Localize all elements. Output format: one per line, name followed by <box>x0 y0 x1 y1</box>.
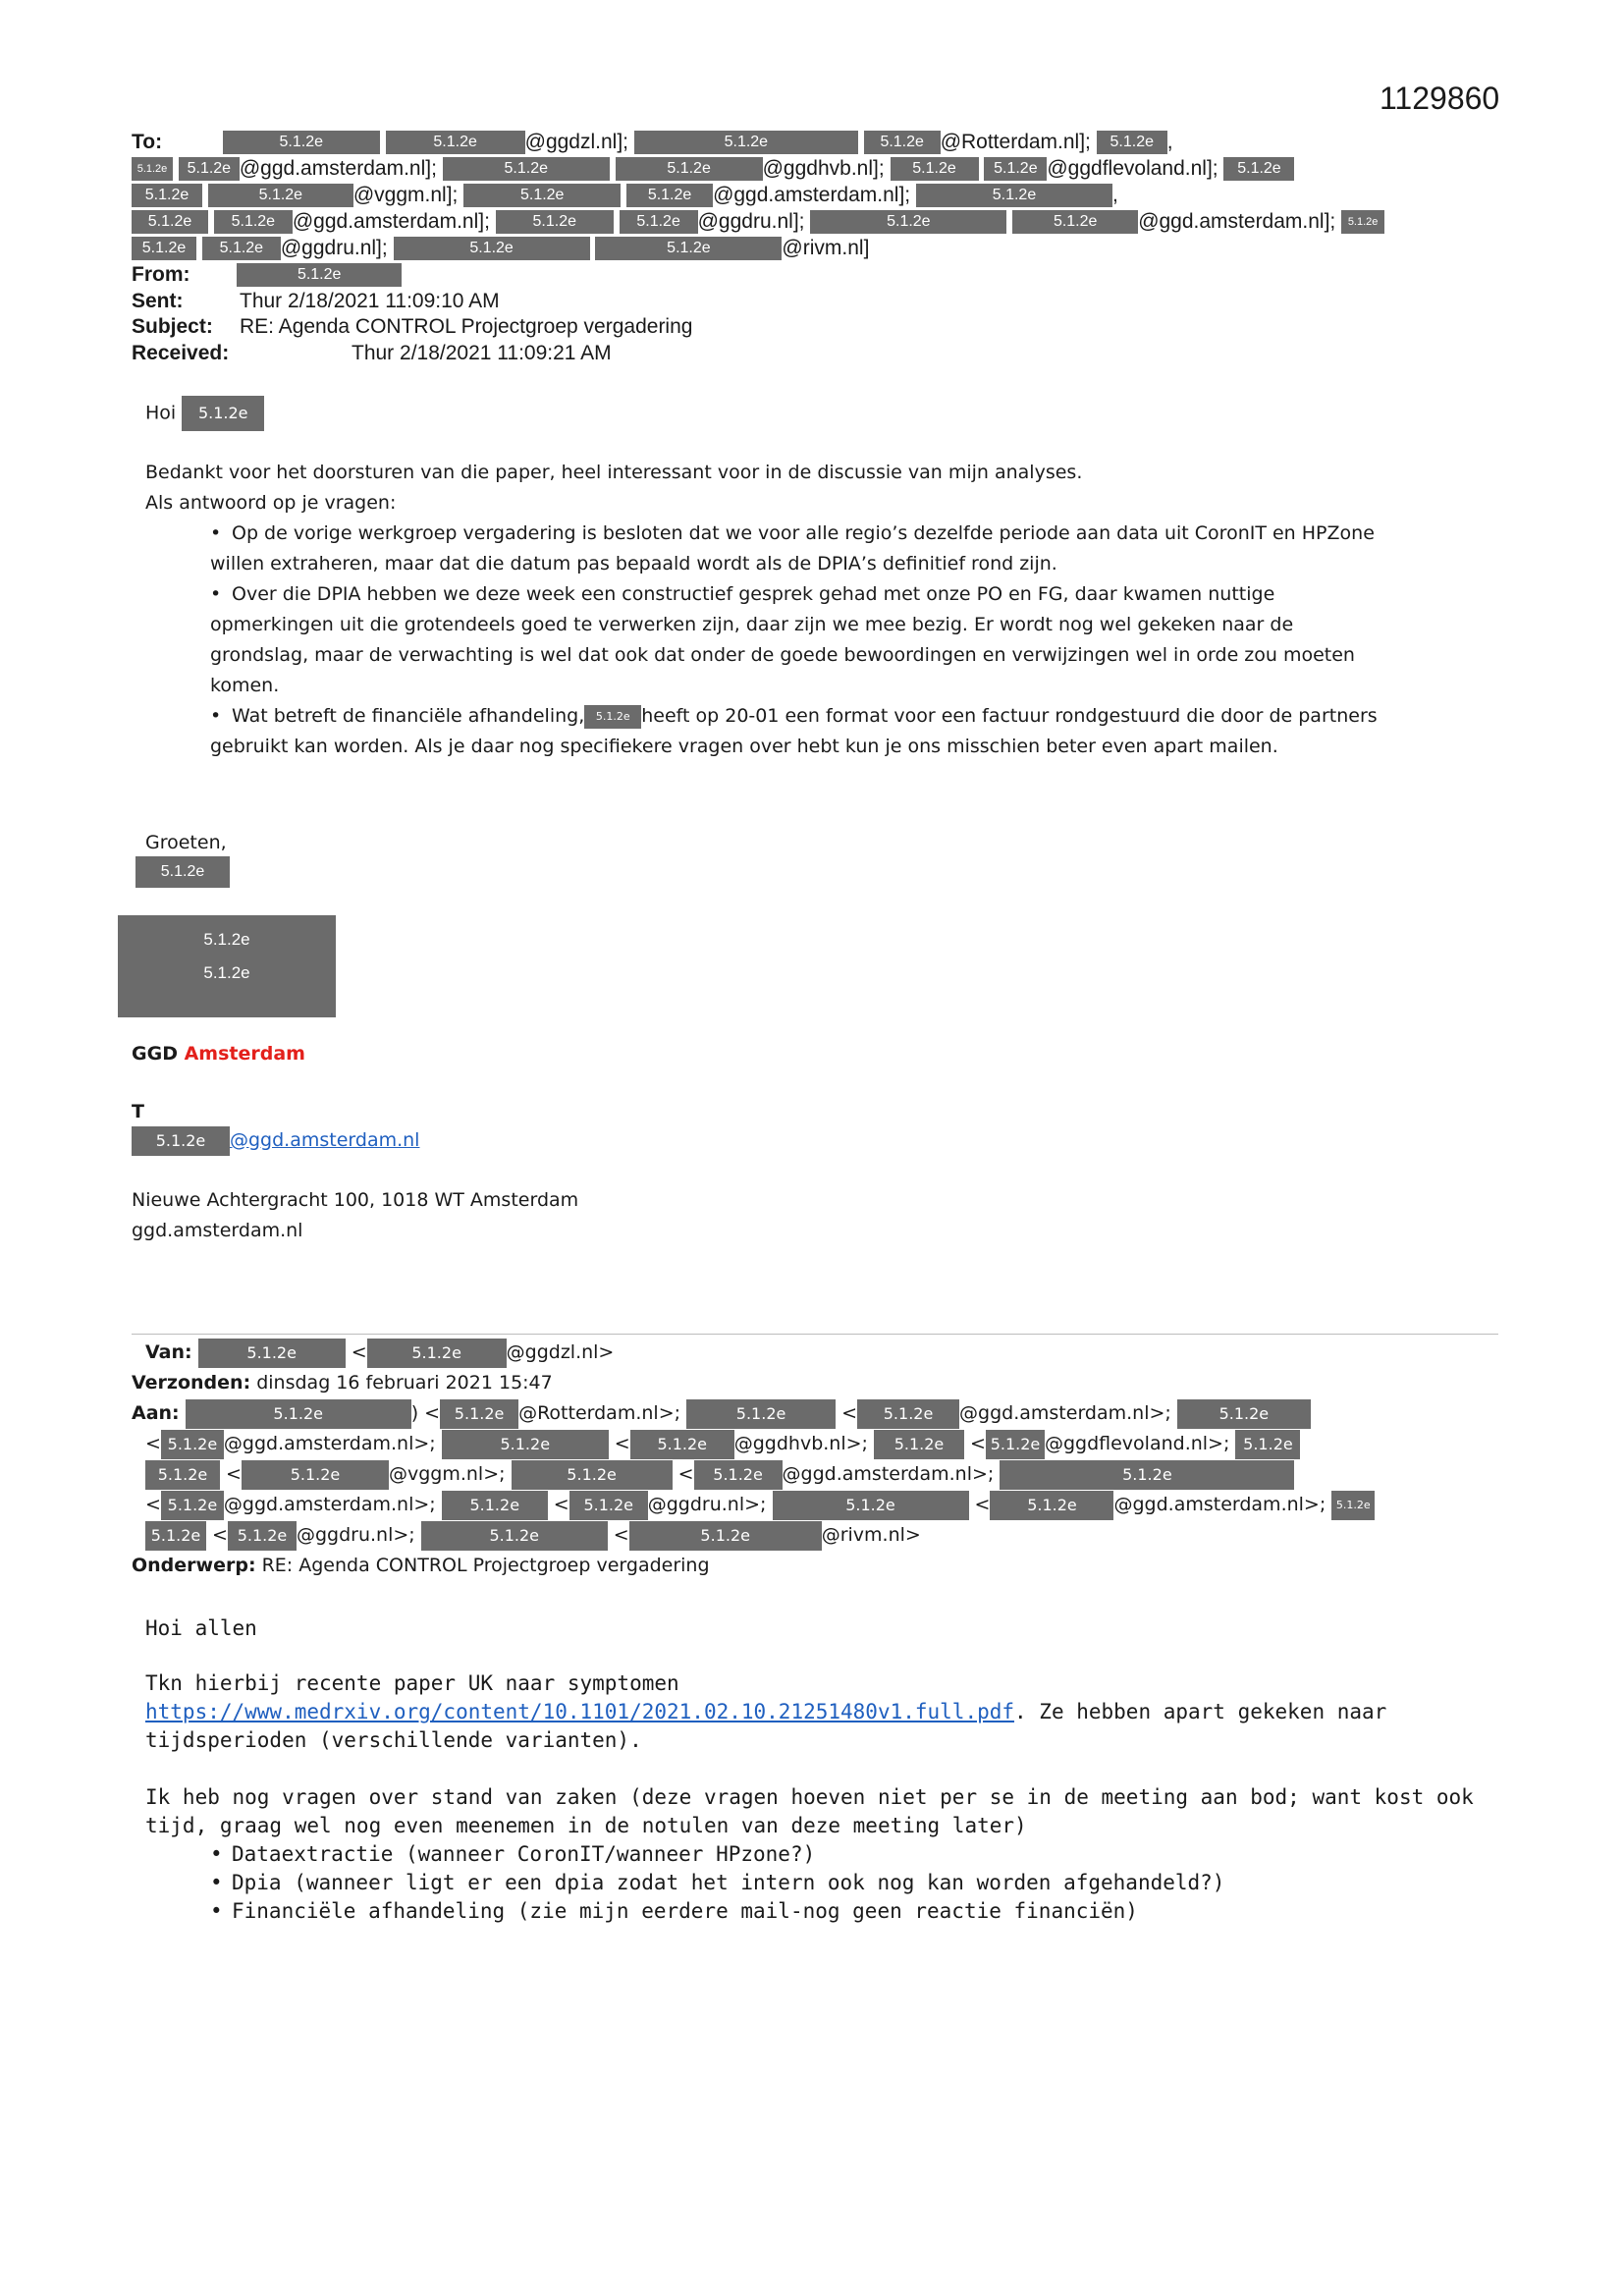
redaction: 5.1.2e <box>1341 210 1384 234</box>
redaction: 5.1.2e <box>916 184 1112 207</box>
redaction: 5.1.2e <box>161 1491 224 1520</box>
verzonden-row <box>132 1368 553 1398</box>
redaction: 5.1.2e <box>198 1339 346 1368</box>
list-item: • Financiële afhandeling (zie mijn eerdere mail-nog geen reactie financiën) <box>210 1897 1224 1926</box>
redaction: 5.1.2e <box>686 1399 836 1429</box>
to-address: @ggdzl.nl]; <box>524 131 628 153</box>
redaction: 5.1.2e <box>616 157 763 181</box>
redaction: 5.1.2e <box>161 1430 224 1459</box>
redaction: 5.1.2e <box>135 856 230 888</box>
aan-address: @ggd.amsterdam.nl>; <box>959 1402 1171 1424</box>
redaction: 5.1.2e <box>228 1521 297 1551</box>
org-name-amsterdam: Amsterdam <box>184 1043 305 1065</box>
redaction: 5.1.2e <box>179 157 240 181</box>
aan-address: @ggd.amsterdam.nl>; <box>782 1463 995 1485</box>
verzonden-value: dinsdag 16 februari 2021 15:47 <box>256 1372 553 1394</box>
body2-p2-line-2: tijd, graag wel nog even meenemen in de notulen van deze meeting later) <box>145 1814 1027 1837</box>
redaction: 5.1.2e <box>145 1521 206 1551</box>
redaction: 5.1.2e <box>891 157 979 181</box>
redaction: 5.1.2e <box>773 1491 969 1520</box>
subject-value: RE: Agenda CONTROL Projectgroep vergadering <box>240 315 693 338</box>
redaction: 5.1.2e <box>208 184 353 207</box>
redaction: 5.1.2e <box>443 157 610 181</box>
redaction: 5.1.2e <box>132 210 208 234</box>
to-address: @ggd.amsterdam.nl]; <box>239 157 437 180</box>
aan-line-3: 5.1.2e < 5.1.2e @vggm.nl>; 5.1.2e < 5.1.2e @ggd.amsterdam.nl>; 5.1.2e <box>145 1459 1294 1490</box>
redaction: 5.1.2e <box>237 263 402 287</box>
body2-p1-line-1: Tkn hierbij recente paper UK naar symptomen <box>145 1671 679 1695</box>
redaction: 5.1.2e <box>986 1430 1045 1459</box>
redaction: 5.1.2e <box>857 1399 959 1429</box>
redaction: 5.1.2e <box>442 1430 609 1459</box>
redaction: 5.1.2e <box>463 184 621 207</box>
redaction: 5.1.2e <box>203 963 250 982</box>
redaction: 5.1.2e <box>569 1491 648 1520</box>
received-value: Thur 2/18/2021 11:09:21 AM <box>352 342 612 364</box>
aan-line-2: < 5.1.2e @ggd.amsterdam.nl>; 5.1.2e < 5.1.2e @ggdhvb.nl>; 5.1.2e < 5.1.2e @ggdflevoland.nl>; 5.1.2e <box>145 1429 1300 1459</box>
aan-label: Aan: <box>132 1402 180 1424</box>
redaction: 5.1.2e <box>1235 1430 1300 1459</box>
org-name-ggd: GGD <box>132 1043 178 1065</box>
redaction: 5.1.2e <box>223 131 380 154</box>
body2-p1-line-3: tijdsperioden (verschillende varianten). <box>145 1728 642 1752</box>
aan-address: @ggd.amsterdam.nl>; <box>223 1433 436 1454</box>
redaction: 5.1.2e <box>394 237 590 260</box>
to-address: @ggd.amsterdam.nl]; <box>1138 210 1336 233</box>
aan-address: @ggdhvb.nl>; <box>733 1433 868 1454</box>
bullet-2-line-3: grondslag, maar de verwachting is wel dat ook dat onder de goede bewoordingen en verwijzingen wel in orde zou moeten <box>210 644 1355 666</box>
redaction: 5.1.2e <box>421 1521 608 1551</box>
redaction: 5.1.2e <box>694 1460 783 1490</box>
signature-email-link[interactable]: @ggd.amsterdam.nl <box>230 1129 420 1151</box>
sent-value: Thur 2/18/2021 11:09:10 AM <box>240 290 500 312</box>
van-domain: @ggdzl.nl> <box>506 1341 615 1363</box>
redaction: 5.1.2e <box>203 930 250 949</box>
redaction: 5.1.2e <box>512 1460 673 1490</box>
redaction: 5.1.2e <box>629 1521 822 1551</box>
body2-p2-line-1: Ik heb nog vragen over stand van zaken (deze vragen hoeven niet per se in de meeting aan bod; want kost ook <box>145 1785 1474 1809</box>
phone-label: T <box>132 1101 144 1122</box>
to-address: @ggdflevoland.nl]; <box>1047 157 1218 180</box>
signature-block-redacted <box>118 915 336 1017</box>
aan-address: @vggm.nl>; <box>388 1463 506 1485</box>
bullet-1-line-2: willen extraheren, maar dat die datum pas bepaald wordt als de DPIA’s definitief rond zijn. <box>210 553 1057 574</box>
aan-line-4: < 5.1.2e @ggd.amsterdam.nl>; 5.1.2e < 5.1.2e @ggdru.nl>; 5.1.2e < 5.1.2e @ggd.amsterdam.nl>; 5.1.2e <box>145 1490 1375 1520</box>
bullet-2: • Over die DPIA hebben we deze week een constructief gesprek gehad met onze PO en FG, daar kwamen nuttige opmerkingen uit die grotendeels goed te verwerken zijn, daar zijn we mee bezig. Er wordt nog wel gekeken naar de grondslag, maar de verwachting is wel dat ook dat onder de goede bewoordingen en verwijzingen wel in orde zou moeten komen. <box>210 583 1355 696</box>
verzonden-label: Verzonden: <box>132 1372 251 1394</box>
redaction: 5.1.2e <box>132 184 202 207</box>
to-address: @ggdru.nl]; <box>697 210 805 233</box>
to-address: @Rotterdam.nl]; <box>940 131 1091 153</box>
redaction: 5.1.2e <box>132 157 173 181</box>
aan-line-1: Aan: 5.1.2e ) < 5.1.2e @Rotterdam.nl>; 5.1.2e < 5.1.2e @ggd.amsterdam.nl>; 5.1.2e <box>132 1398 1311 1429</box>
list-item: • Dataextractie (wanneer CoronIT/wanneer HPzone?) <box>210 1840 1224 1869</box>
redaction: 5.1.2e <box>186 1399 411 1429</box>
redaction: 5.1.2e <box>202 237 281 260</box>
to-address: @ggd.amsterdam.nl]; <box>292 210 490 233</box>
sent-label: Sent: <box>132 290 184 312</box>
bullet-3-line-1b: heeft op 20-01 een format voor een factuur rondgestuurd die door de partners <box>641 705 1378 727</box>
redaction: 5.1.2e <box>595 237 782 260</box>
bullet-3: • Wat betreft de financiële afhandeling, 5.1.2e heeft op 20-01 een format voor een factuur rondgestuurd die door de partners gebruikt kan worden. Als je daar nog specifiekere vragen over hebt kun je ons misschien beter even apart mailen. <box>210 705 1378 757</box>
aan-address: @ggd.amsterdam.nl>; <box>1113 1494 1326 1515</box>
aan-address: @ggdflevoland.nl>; <box>1044 1433 1230 1454</box>
aan-address: @ggdru.nl>; <box>647 1494 767 1515</box>
redaction: 5.1.2e <box>810 210 1006 234</box>
greeting <box>145 396 264 431</box>
body2-paragraph-2 <box>145 1783 1474 1840</box>
divider <box>132 1334 1498 1335</box>
to-line-5 <box>132 236 869 261</box>
body2-p1-line-2-rest: . Ze hebben apart gekeken naar <box>1014 1700 1387 1723</box>
redaction: 5.1.2e <box>630 1430 734 1459</box>
redaction: 5.1.2e <box>214 210 293 234</box>
bullet-3-line-1a: Wat betreft de financiële afhandeling, <box>232 705 585 727</box>
aan-line-5: 5.1.2e < 5.1.2e @ggdru.nl>; 5.1.2e < 5.1.2e @rivm.nl> <box>145 1520 921 1551</box>
subject-label: Subject: <box>132 315 213 338</box>
onderwerp-label: Onderwerp: <box>132 1555 256 1576</box>
greeting-text: Hoi <box>145 402 177 424</box>
redaction: 5.1.2e <box>367 1339 507 1368</box>
redaction: 5.1.2e <box>386 131 525 154</box>
redaction: 5.1.2e <box>1331 1491 1375 1520</box>
received-label: Received: <box>132 342 230 364</box>
to-line-2 <box>132 156 1294 182</box>
closing: Groeten, <box>145 832 227 853</box>
to-address: @ggdru.nl]; <box>280 237 388 259</box>
to-line-1: To: 5.1.2e 5.1.2e @ggdzl.nl]; 5.1.2e 5.1.2e @Rotterdam.nl]; 5.1.2e , <box>132 131 1173 153</box>
aan-address: @rivm.nl> <box>821 1524 921 1546</box>
onderwerp-row <box>132 1551 710 1581</box>
body2-bullets <box>210 1840 1224 1926</box>
redaction: 5.1.2e <box>990 1491 1113 1520</box>
redaction: 5.1.2e <box>1097 131 1167 154</box>
to-line-4 <box>132 209 1384 235</box>
body2-paragraph-1 <box>145 1669 1386 1755</box>
redaction: 5.1.2e <box>182 396 264 431</box>
bullet-2-line-2: opmerkingen uit die grotendeels goed te verwerken zijn, daar zijn we mee bezig. Er wordt nog wel gekeken naar de <box>210 614 1294 635</box>
redaction: 5.1.2e <box>1000 1460 1294 1490</box>
sent-row <box>132 289 500 314</box>
redaction: 5.1.2e <box>1223 157 1294 181</box>
to-address: @ggd.amsterdam.nl]; <box>713 184 911 206</box>
redaction: 5.1.2e <box>864 131 941 154</box>
redaction: 5.1.2e <box>440 1399 518 1429</box>
redaction: 5.1.2e <box>584 705 641 729</box>
body-paragraph-1: Bedankt voor het doorsturen van die paper, heel interessant voor in de discussie van mijn analyses. <box>145 462 1083 483</box>
to-line-3: 5.1.2e 5.1.2e @vggm.nl]; 5.1.2e 5.1.2e @ggd.amsterdam.nl]; 5.1.2e , <box>132 183 1118 208</box>
to-label: To: <box>132 131 163 153</box>
to-address: @vggm.nl]; <box>352 184 459 206</box>
redaction: 5.1.2e <box>145 1460 220 1490</box>
redaction: 5.1.2e <box>1177 1399 1311 1429</box>
van-label: Van: <box>145 1341 192 1363</box>
body-paragraph-2: Als antwoord op je vragen: <box>145 492 397 514</box>
medrxiv-link[interactable]: https://www.medrxiv.org/content/10.1101/2021.02.10.21251480v1.full.pdf <box>145 1700 1015 1723</box>
redaction: 5.1.2e <box>626 184 713 207</box>
van-row: Van: 5.1.2e < 5.1.2e @ggdzl.nl> <box>145 1338 614 1368</box>
greeting-2: Hoi allen <box>145 1616 257 1640</box>
from-row <box>132 262 402 288</box>
address: Nieuwe Achtergracht 100, 1018 WT Amsterdam <box>132 1189 579 1211</box>
bullet-1: • Op de vorige werkgroep vergadering is besloten dat we voor alle regio’s dezelfde periode aan data uit CoronIT en HPZone willen extraheren, maar dat die datum pas bepaald wordt als de DPIA’s definitief rond zijn. <box>210 522 1375 574</box>
redaction: 5.1.2e <box>132 1126 230 1156</box>
list-item: • Dpia (wanneer ligt er een dpia zodat het intern ook nog kan worden afgehandeld?) <box>210 1869 1224 1897</box>
received-row <box>132 341 612 366</box>
redaction: 5.1.2e <box>442 1491 548 1520</box>
bullet-1-line-1: Op de vorige werkgroep vergadering is besloten dat we voor alle regio’s dezelfde periode aan data uit CoronIT en HPZone <box>232 522 1375 544</box>
redaction: 5.1.2e <box>132 237 196 260</box>
redaction: 5.1.2e <box>496 210 614 234</box>
aan-address: @ggd.amsterdam.nl>; <box>223 1494 436 1515</box>
redaction: 5.1.2e <box>634 131 858 154</box>
website: ggd.amsterdam.nl <box>132 1220 303 1241</box>
aan-address: @Rotterdam.nl>; <box>518 1402 681 1424</box>
document-number: 1129860 <box>1380 81 1500 116</box>
redaction: 5.1.2e <box>874 1430 964 1459</box>
signature-name <box>135 856 230 888</box>
org-name <box>132 1039 305 1069</box>
redaction: 5.1.2e <box>242 1460 389 1490</box>
redaction: 5.1.2e <box>1012 210 1138 234</box>
redaction: 5.1.2e <box>620 210 698 234</box>
redaction: 5.1.2e <box>984 157 1047 181</box>
bullet-2-line-1: Over die DPIA hebben we deze week een constructief gesprek gehad met onze PO en FG, daar kwamen nuttige <box>232 583 1275 605</box>
onderwerp-value: RE: Agenda CONTROL Projectgroep vergadering <box>261 1555 710 1576</box>
aan-address: @ggdru.nl>; <box>296 1524 415 1546</box>
bullet-2-line-4: komen. <box>210 675 280 696</box>
from-label: From: <box>132 263 190 286</box>
subject-row <box>132 314 692 340</box>
bullet-3-line-2: gebruikt kan worden. Als je daar nog specifiekere vragen over hebt kun je ons misschien beter even apart mailen. <box>210 736 1278 757</box>
signature-email <box>132 1125 419 1156</box>
to-address: @rivm.nl] <box>782 237 870 259</box>
to-address: @ggdhvb.nl]; <box>762 157 885 180</box>
